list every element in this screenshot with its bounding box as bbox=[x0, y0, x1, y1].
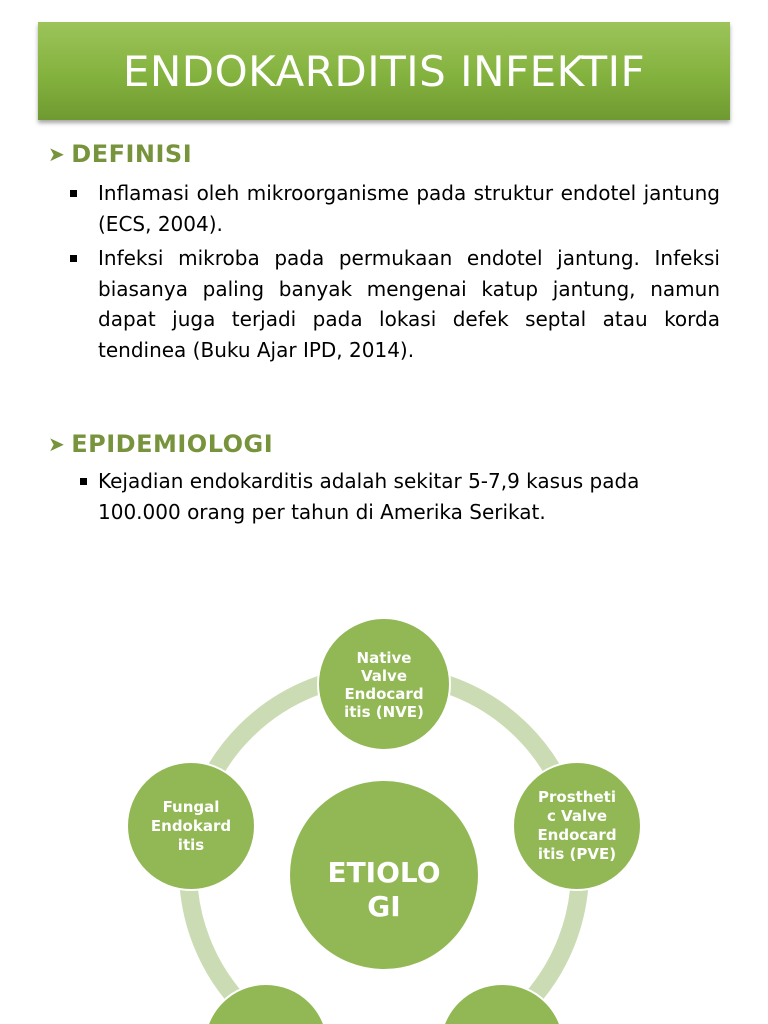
node-pve-line-3: Endocard bbox=[537, 826, 617, 844]
epidemiologi-item-1: Kejadian endokarditis adalah sekitar 5-7,9 kasus pada 100.000 orang per tahun di Amerika Serikat. bbox=[98, 469, 640, 524]
definisi-heading-text: DEFINISI bbox=[71, 140, 193, 168]
arrow-bullet-icon: ➤ bbox=[48, 142, 66, 166]
arrow-bullet-icon: ➤ bbox=[48, 432, 66, 456]
center-label-line-2: GI bbox=[367, 890, 401, 923]
page-title: ENDOKARDITIS INFEKTIF bbox=[122, 46, 646, 96]
node-pve-line-4: itis (PVE) bbox=[537, 845, 617, 863]
node-pve-line-2: c Valve bbox=[546, 807, 608, 825]
node-fungal-line-1: Fungal bbox=[162, 798, 220, 816]
node-nve-line-3: Endocard bbox=[344, 685, 424, 703]
node-nve-line-1: Native bbox=[356, 649, 412, 667]
node-fungal-line-3: itis bbox=[177, 836, 205, 854]
node-nve-line-4: itis (NVE) bbox=[344, 703, 424, 721]
definisi-item-1: Inflamasi oleh mikroorganisme pada struktur endotel jantung (ECS, 2004). bbox=[98, 181, 720, 236]
epidemiologi-heading-text: EPIDEMIOLOGI bbox=[71, 430, 274, 458]
node-pve-line-1: Prostheti bbox=[538, 788, 616, 806]
node-fungal-line-2: Endokard bbox=[150, 817, 232, 835]
definisi-item-2: Infeksi mikroba pada permukaan endotel jantung. Infeksi biasanya paling banyak mengenai katup jantung, namun dapat juga terjadi pada lokasi defek septal atau korda tendinea (Buku Ajar IPD, 2014). bbox=[98, 246, 720, 362]
center-label-line-1: ETIOLO bbox=[327, 856, 441, 889]
node-nve-line-2: Valve bbox=[360, 667, 408, 685]
